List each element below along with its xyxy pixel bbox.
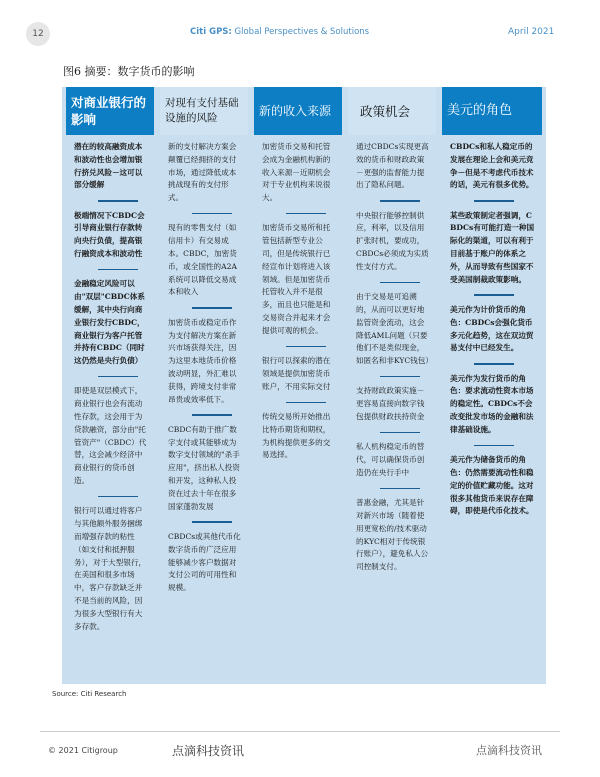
table-cell: 私人机构稳定币的替代，可以确保货币创造仍在央行手中 <box>356 442 425 477</box>
divider <box>192 521 232 523</box>
page-number-badge: 12 <box>26 22 50 46</box>
column-body <box>254 135 342 684</box>
table-cell: 通过CBDCs实现更高效的货币和财政政策－更强的监督能力提出了隐私问题。 <box>356 142 429 190</box>
divider <box>192 414 232 416</box>
table-cell: 金融稳定风险可以由"双层"CBDC体系缓解，其中央行向商业银行发行CBDC，商业银行为客户托管并持有CBDC（同时这仍然是央行负债） <box>74 279 145 366</box>
watermark-text: 点滴科技资讯 <box>476 744 542 757</box>
table-cell: 支持财政政策实施－更容易直接向数字钱包提供财政扶持资金 <box>356 386 425 422</box>
divider <box>474 200 514 202</box>
column-policy <box>348 87 436 684</box>
column-payment-infrastructure <box>160 87 248 684</box>
table-cell: 美元作为发行货币的角色：要求流动性资本市场的稳定性。CBDCs不会改变批发市场的金融和法律基础设施。 <box>450 373 534 434</box>
divider <box>98 496 138 498</box>
column-body <box>348 135 436 684</box>
divider <box>192 307 232 309</box>
table-cell: 潜在的较高融资成本和波动性也会增加银行挤兑风险－这可以部分缓解 <box>74 142 143 190</box>
footer-divider <box>40 731 560 732</box>
table-cell: CBDC有助于推广数字支付或其能够成为数字支付领域的"杀手应用"，挤出私人投资和开发，这种私人投资在过去十年在很多国家蓬勃发展 <box>168 424 240 511</box>
column-header: 新的收入来源 <box>254 87 342 135</box>
column-body <box>442 135 542 684</box>
column-header: 对商业银行的影响 <box>66 87 154 135</box>
column-dollar-role <box>442 87 542 684</box>
divider <box>98 200 138 202</box>
table-cell: 由于交易是可追溯的，从而可以更好地监管资金流动，这会降低AML问题（只要他们不是类似现金，如匿名和非KYC钱包） <box>356 292 433 366</box>
table-cell: 美元作为储备货币的角色：仍然需要流动性和稳定的价值贮藏功能。这对很多其他货币来说存在障碍，即使是代币化技术。 <box>450 455 534 516</box>
table-cell: 银行可以探索的潜在领域是提供加密货币账户，不用实际交付 <box>262 356 331 391</box>
divider <box>474 363 514 365</box>
divider <box>286 402 326 404</box>
column-header: 政策机会 <box>348 87 436 135</box>
table-cell: 美元作为计价货币的角色：CBDCs会强化货币多元化趋势，这在双边贸易支付中已经发生。 <box>450 304 534 353</box>
divider <box>380 488 420 490</box>
column-body <box>160 135 248 684</box>
report-series-title <box>190 27 369 37</box>
divider <box>98 269 138 271</box>
watermark-text: 点滴科技资讯 <box>172 744 245 758</box>
table-cell: 银行可以通过将客户与其他额外服务捆绑而增强存款的粘性（如支付和抵押服务），对于大型银行，在美国和很多市场中，客户存款缺乏并不是当前的风险，因为很多大型银行有大多存款。 <box>74 506 147 631</box>
column-new-revenue <box>254 87 342 684</box>
divider <box>474 445 514 447</box>
divider <box>192 213 232 215</box>
divider <box>380 432 420 434</box>
table-cell: 现有的零售支付（如信用卡）有交易成本。CBDC，加密货币，或全国性的A2A系统可以降低交易成本和收入 <box>168 223 237 297</box>
table-cell: 加密货币交易和托管会成为金融机构新的收入来源－近期机会对于专业机构来说很大。 <box>262 142 331 203</box>
report-series-subtitle: Global Perspectives & Solutions <box>231 27 370 37</box>
table-cell: 加密货币或稳定币作为支付解决方案在新兴市场获得关注，因为这里本地货币价格波动明显，外汇难以获得，跨境支付非常昂贵或效率低下。 <box>168 317 237 404</box>
divider <box>474 294 514 296</box>
divider <box>380 282 420 284</box>
divider <box>286 346 326 348</box>
column-commercial-banks <box>66 87 154 684</box>
source-note: Source: Citi Research <box>52 690 127 698</box>
table-cell: 新的支付解决方案会颠覆已经拥挤的支付市场，通过降低成本挑战现有的支付形式。 <box>168 142 237 203</box>
table-cell: 某些政策制定者强调，CBDCs有可能打造一种国际化的渠道，可以有利于目前基于账户的体系之外，从而导致有些国家不受美国制裁政策影响。 <box>450 210 535 284</box>
table-cell: CBDCs和私人稳定币的发展在理论上会和美元竞争－但是不考虑代币技术的话，美元有很多优势。 <box>450 142 534 190</box>
column-header: 对现有支付基础设施的风险 <box>160 87 248 135</box>
column-header: 美元的角色 <box>442 87 542 135</box>
divider <box>380 376 420 378</box>
copyright: © 2021 Citigroup <box>48 746 118 755</box>
table-cell: 传统交易所开始推出比特币期货和期权，为机构提供更多的交易选择。 <box>262 412 331 460</box>
table-cell: 中央银行能够控制供应，利率，以及信用扩张时机，要成功，CBDCs必须成为实质性支付方式。 <box>356 210 429 271</box>
divider <box>98 376 138 378</box>
table-cell: 极端情况下CBDC会引导商业银行存款转向央行负债，提高银行融资成本和波动性 <box>74 210 145 259</box>
table-cell: CBDCs或其他代币化数字货币的广泛应用能够减少客户数据对支付公司的可用性和规模。 <box>168 531 241 593</box>
summary-table <box>62 87 546 684</box>
table-cell: 即使是双层模式下，商业银行也会有流动性存款，这会用于为贷款融资，部分由"托管资产"（CBDC）代替，这会减少经济中商业银行的贷币创造。 <box>74 386 147 486</box>
figure-title: 图6 摘要：数字货币的影响 <box>63 65 195 78</box>
report-date: April 2021 <box>508 27 555 37</box>
divider <box>286 213 326 215</box>
table-cell: 加密货币交易所和托管包括新型专业公司，但是传统银行已经宣布计划将进入该领域。但是加密货币托管收入并不是很多，而且也只能是和交易资合并起来才会提供可观的机会。 <box>262 223 331 335</box>
report-series-name: Citi GPS: <box>190 27 232 37</box>
divider <box>380 200 420 202</box>
column-body <box>66 135 154 684</box>
table-cell: 普惠金融，尤其是针对新兴市场（随着使用更宽松的/技术驱动的KYC相对于传统银行账户），避免私人公司控制支付。 <box>356 498 429 572</box>
